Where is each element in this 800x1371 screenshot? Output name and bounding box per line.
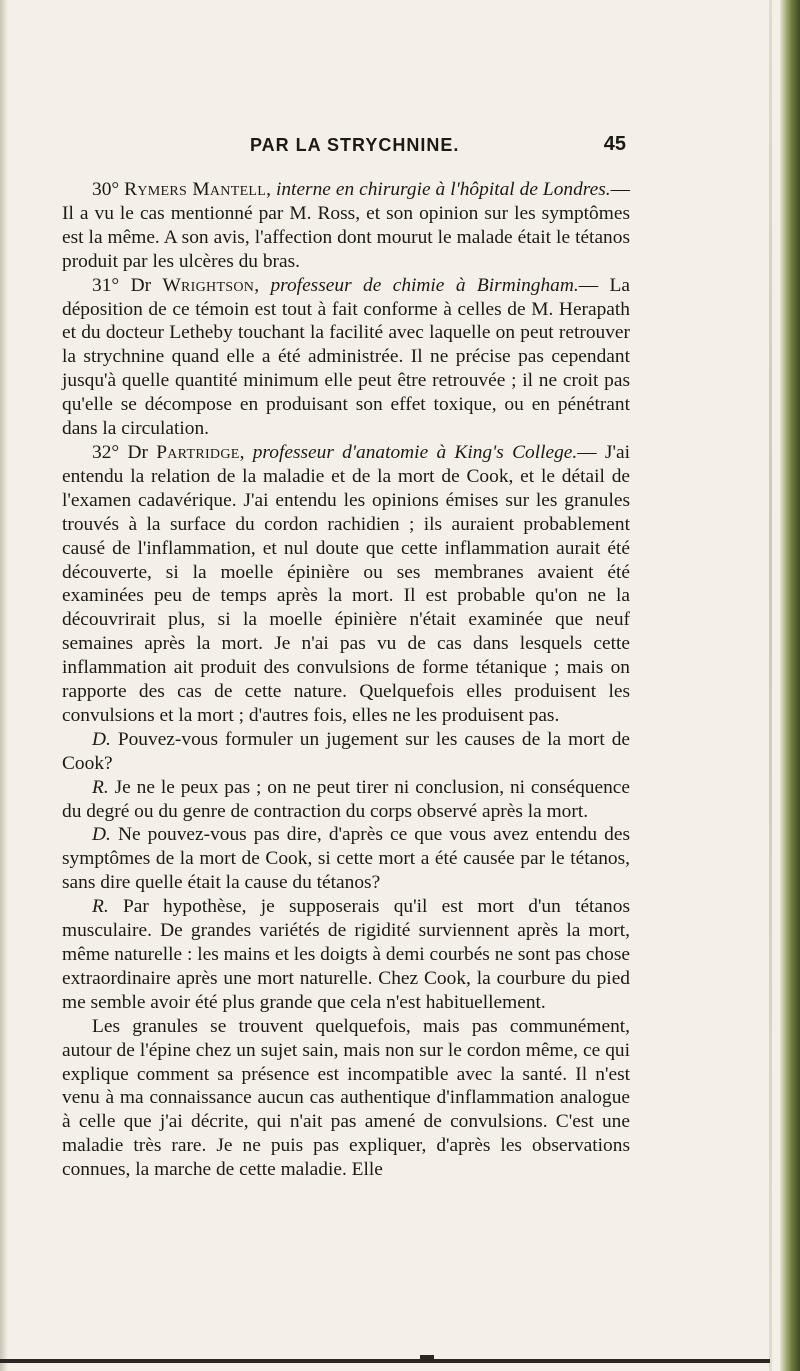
- paragraph-body: Je ne le peux pas ; on ne peut tirer ni conclusion, ni conséquence du degré ou du genre de contraction du corps observé après la mort.: [62, 776, 630, 822]
- paragraph-continuation: [62, 1015, 630, 1182]
- paragraph-body: Pouvez-vous formuler un jugement sur les causes de la mort de Cook?: [62, 728, 630, 774]
- witness-number: 32°: [92, 441, 120, 463]
- paragraph-witness-32: 32° Dr Partridge, professeur d'anatomie à King's College.— J'ai entendu la relation de la maladie et de la mort de Cook, et le détail de l'examen cadavérique. J'ai entendu les opinions émises sur les granules trouvés à la surface du cordon rachidien ; ils auraient probablement causé de l'inflammation, et nul doute que cette inflammation aurait été découverte, si la moelle épinière ou ses membranes avaient été examinées peu de temps après la mort. Il est probable qu'on ne la découvrirait plus, si la moelle épinière n'était examinée que neuf semaines après la mort. Je n'ai pas vu de cas dans lesquels cette inflammation ait produit des convulsions de forme tétanique ; mais on rapporte des cas de cette nature. Quelquefois elles produisent les convulsions et la mort ; d'autres fois, elles ne les produisent pas.: [62, 441, 630, 726]
- witness-name: Rymers Mantell: [124, 179, 267, 200]
- witness-role: interne en chirurgie à l'hôpital de Londres.: [275, 179, 611, 200]
- binding-crease: [769, 0, 772, 1371]
- witness-number: 31°: [92, 274, 120, 296]
- bottom-edge-rule: [0, 1359, 770, 1363]
- paragraph-body: — La déposition de ce témoin est tout à fait conforme à celles de M. Herapath et du docteur Letheby touchant la facilité avec laquelle on peut retrouver la strychnine quand elle a été administrée. Il ne précise pas cependant jusqu'à quelle quantité minimum elle peut être retrouvée ; il ne croit pas qu'elle se décompose en produisant son effet toxique, ou en pénétrant dans la circulation.: [62, 274, 630, 440]
- speaker-label: R.: [92, 776, 109, 798]
- paragraph-body: — Il a vu le cas mentionné par M. Ross, et son opinion sur les symptômes est la même. A son avis, l'affection dont mourut le malade était le tétanos produit par les ulcères du bras.: [62, 179, 630, 272]
- paragraph-answer: [62, 776, 630, 824]
- witness-name: Partridge: [156, 441, 240, 463]
- paragraph-question: [62, 823, 630, 895]
- page-number: 45: [603, 133, 626, 155]
- paragraph-witness-30: 30° Rymers Mantell, interne en chirurgie à l'hôpital de Londres.— Il a vu le cas mentionné par M. Ross, et son opinion sur les symptômes est la même. A son avis, l'affection dont mourut le malade était le tétanos produit par les ulcères du bras.: [62, 179, 630, 272]
- witness-role: professeur de chimie à Birmingham.: [270, 274, 579, 296]
- witness-name: Wrightson: [162, 274, 255, 296]
- paragraph-body: Les granules se trouvent quelquefois, mais pas communément, autour de l'épine chez un sujet sain, mais non sur le cordon même, ce qui explique comment sa présence est incompatible avec la santé. Il n'est venu à ma connaissance aucun cas authentique d'inflammation analogue à celle que j'ai décrite, qui n'ait pas amené de convulsions. C'est une maladie très rare. Je ne puis pas expliquer, d'après les observations connues, la marche de cette maladie. Elle: [62, 1015, 630, 1181]
- speaker-label: D.: [92, 728, 111, 750]
- page-header: [62, 135, 626, 163]
- page-left-shadow: [0, 0, 8, 1371]
- paragraph-witness-31: 31° Dr Wrightson, professeur de chimie à Birmingham.— La déposition de ce témoin est tout à fait conforme à celles de M. Herapath et du docteur Letheby touchant la facilité avec laquelle on peut retrouver la strychnine quand elle a été administrée. Il ne précise pas cependant jusqu'à quelle quantité minimum elle peut être retrouvée ; il ne croit pas qu'elle se décompose en produisant son effet toxique, ou en pénétrant dans la circulation.: [62, 274, 630, 440]
- witness-role: professeur d'anatomie à King's College.: [252, 441, 578, 463]
- binding-edge: [780, 0, 800, 1371]
- speaker-label: D.: [92, 824, 111, 846]
- paragraph-question: [62, 728, 630, 776]
- witness-title: Dr: [127, 441, 148, 463]
- print-mark: [420, 1355, 434, 1361]
- paragraph-answer: [62, 895, 630, 1015]
- paragraph-body: Ne pouvez-vous pas dire, d'après ce que vous avez entendu des symptômes de la mort de Cook, si cette mort a été causée par le tétanos, sans dire quelle était la cause du tétanos?: [62, 824, 630, 894]
- running-head: PAR LA STRYCHNINE.: [250, 135, 460, 155]
- paragraph-body: — J'ai entendu la relation de la maladie et de la mort de Cook, et le détail de l'examen cadavérique. J'ai entendu les opinions émises sur les granules trouvés à la surface du cordon rachidien ; ils auraient probablement causé de l'inflammation, et nul doute que cette inflammation aurait été découverte, si la moelle épinière ou ses membranes avaient été examinées peu de temps après la mort. Il est probable qu'on ne la découvrirait plus, si la moelle épinière n'était examinée que neuf semaines après la mort. Je n'ai pas vu de cas dans lesquels cette inflammation ait produit des convulsions de forme tétanique ; mais on rapporte des cas de cette nature. Quelquefois elles produisent les convulsions et la mort ; d'autres fois, elles ne les produisent pas.: [62, 441, 630, 726]
- paragraph-body: Par hypothèse, je supposerais qu'il est mort d'un tétanos musculaire. De grandes variétés de rigidité surviennent après la mort, même naturelle : les mains et les doigts à demi courbés ne sont pas chose extraordinaire après une mort naturelle. Chez Cook, la courbure du pied me semble avoir été plus grande que cela n'est habituellement.: [62, 896, 630, 1013]
- speaker-label: R.: [92, 896, 109, 918]
- witness-number: 30°: [92, 179, 120, 200]
- witness-title: Dr: [130, 274, 152, 296]
- body-text: [62, 178, 630, 1182]
